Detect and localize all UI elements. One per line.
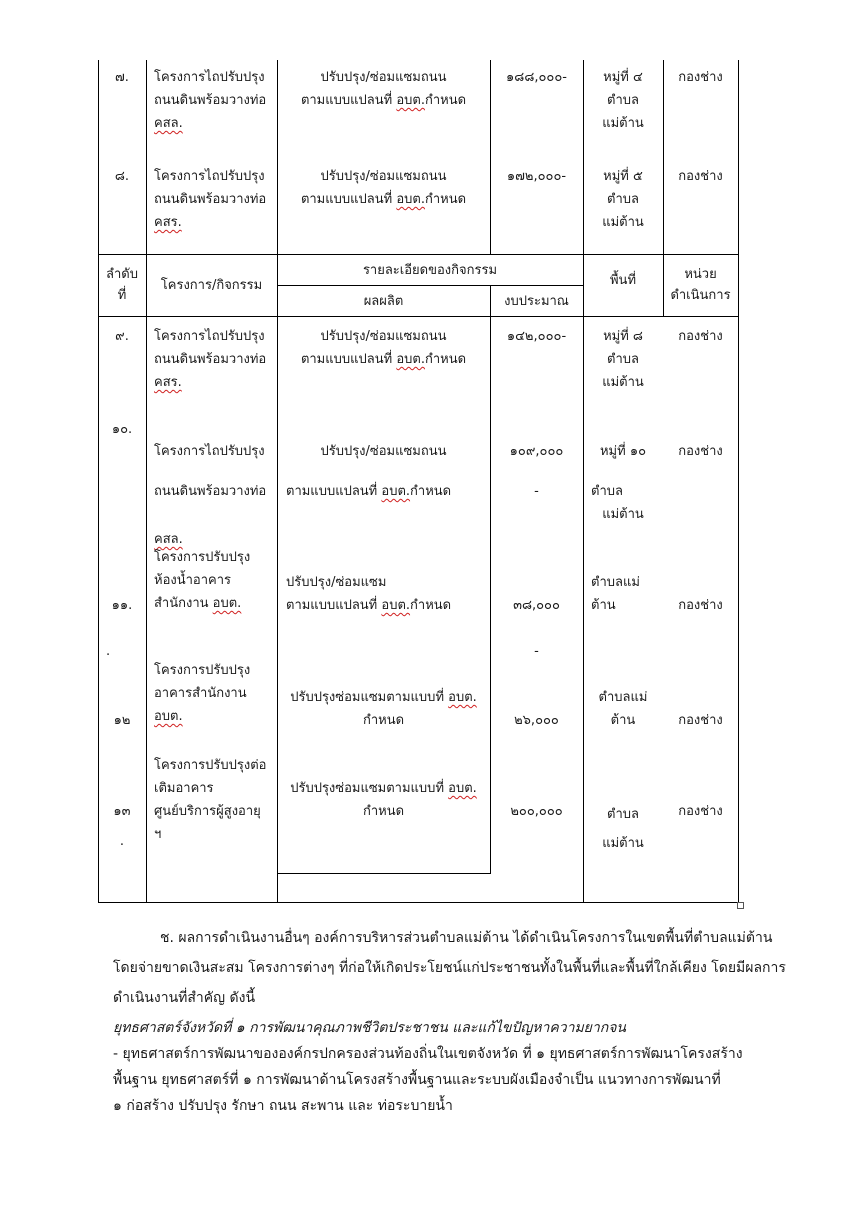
area-line-1: หมู่ที่ ๑๐: [599, 444, 647, 459]
strategy-line-2: พื้นฐาน ยุทธศาสตร์ที่ ๑ การพัฒนาด้านโครงสร้างพื้นฐานและระบบผังเมืองจำเป็น แนวทางการพัฒนาที่: [113, 1072, 721, 1088]
col-sep-project: [146, 60, 147, 903]
area-text: หมู่ที่ ๕ ตำบล แม่ต้าน: [602, 169, 644, 230]
table-bottom-line: [98, 902, 739, 903]
strategy-line-1: - ยุทธศาสตร์การพัฒนาขององค์กรปกครองส่วนท้องถิ่นในเขตจังหวัด ที่ ๑ ยุทธศาสตร์การพัฒนาโครงสร้าง: [113, 1046, 743, 1062]
unit-text: กองช่าง: [678, 804, 723, 819]
project-name: โครงการปรับปรุง ห้องน้ำอาคาร สำนักงาน อบต.: [154, 550, 251, 611]
project-name: โครงการปรับปรุง อาคารสำนักงาน อบต.: [154, 663, 251, 724]
table-resize-handle[interactable]: [737, 902, 744, 909]
budget-value: ๒๖,๐๐๐: [514, 713, 559, 728]
output-line-2: ตามแบบแปลนที่ อบต.กำหนด: [286, 484, 452, 499]
output-detail: ปรับปรุง/ซ่อมแซม ตามแบบแปลนที่ อบต.กำหนด: [286, 575, 452, 613]
budget-dash: -: [534, 644, 539, 659]
header-bottom-line: [98, 316, 739, 317]
para-line-2: โดยจ่ายขาดเงินสะสม โครงการต่างๆ ที่ก่อให้เกิดประโยชน์แก่ประชาชนทั้งในพื้นที่และพื้นที่ใกล้เคียง โดยมีผลการ: [113, 960, 786, 976]
area-text: ตำบลแม่ ต้าน: [591, 575, 640, 613]
unit-text: กองช่าง: [678, 70, 723, 85]
project-name: โครงการไถปรับปรุง ถนนดินพร้อมวางท่อ คสล.: [154, 70, 267, 131]
strategy-heading: ยุทธศาสตร์จังหวัดที่ ๑ การพัฒนาคุณภาพชีวิตประชาชน และแก้ไขปัญหาความยากจน: [113, 1020, 626, 1036]
header-unit: หน่วย ดำเนินการ: [670, 267, 731, 303]
header-top-line: [98, 254, 739, 255]
output-detail: ปรับปรุงซ่อมแซมตามแบบที่ อบต. กำหนด: [290, 781, 477, 819]
area-text: หมู่ที่ ๔ ตำบล แม่ต้าน: [602, 70, 644, 131]
strategy-line-3: ๑ ก่อสร้าง ปรับปรุง รักษา ถนน สะพาน และ ท่อระบายน้ำ: [113, 1098, 453, 1114]
project-name: โครงการปรับปรุงต่อ เติมอาคาร ศูนย์บริการผู้สูงอายุ ฯ: [154, 758, 267, 842]
row-number: ๗.: [115, 70, 129, 85]
header-budget: งบประมาณ: [504, 294, 569, 309]
unit-text: กองช่าง: [678, 169, 723, 184]
header-no: ลำดับ ที่: [106, 267, 138, 303]
output-line-1: ปรับปรุง/ซ่อมแซมถนน: [320, 444, 447, 459]
budget-value: ๑๘๘,๐๐๐-: [506, 70, 567, 85]
col-sep-budget-upper: [490, 60, 491, 254]
row-number: ๘.: [114, 169, 130, 184]
header-area: พื้นที่: [609, 273, 637, 288]
budget-value: ๒๐๐,๐๐๐: [510, 804, 563, 819]
budget-dash: -: [534, 484, 539, 499]
para-line-3: ดำเนินงานที่สำคัญ ดังนี้: [113, 990, 256, 1006]
unit-text: กองช่าง: [678, 713, 723, 728]
project-line-3: คสล.: [154, 532, 183, 547]
output-detail: ปรับปรุงซ่อมแซมตามแบบที่ อบต. กำหนด: [290, 690, 477, 728]
budget-value: ๑๔๒,๐๐๐-: [506, 329, 567, 344]
unit-text: กองช่าง: [678, 444, 723, 459]
unit-text: กองช่าง: [678, 598, 723, 613]
row-number: ๑๓: [113, 804, 131, 819]
budget-value: ๑๗๒,๐๐๐-: [506, 169, 567, 184]
project-line-1: โครงการไถปรับปรุง: [154, 444, 265, 459]
header-output: ผลผลิต: [363, 294, 404, 309]
area-line-2: ตำบล: [591, 484, 623, 499]
row-number-dot: .: [106, 644, 111, 659]
area-line-3: แม่ต้าน: [602, 507, 644, 522]
row-number: ๙.: [115, 329, 129, 344]
unit-text: กองช่าง: [678, 329, 723, 344]
table-border-right: [738, 60, 739, 903]
output-box-top: [277, 873, 491, 874]
row-number: ๑๑.: [111, 598, 133, 613]
header-detail: รายละเอียดของกิจกรรม: [362, 263, 498, 278]
output-detail: ปรับปรุง/ซ่อมแซมถนน ตามแบบแปลนที่ อบต.กำหนด: [300, 329, 467, 367]
header-mid-line: [277, 285, 584, 286]
budget-value: ๓๘,๐๐๐: [513, 598, 560, 613]
output-detail: ปรับปรุง/ซ่อมแซมถนน ตามแบบแปลนที่ อบต.กำหนด: [300, 70, 467, 108]
budget-value: ๑๐๙,๐๐๐: [509, 444, 564, 459]
header-project: โครงการ/กิจกรรม: [160, 278, 263, 293]
row-number: ๑๐.: [111, 422, 133, 437]
col-sep-budget-lower: [490, 285, 491, 873]
output-detail: ปรับปรุง/ซ่อมแซมถนน ตามแบบแปลนที่ อบต.กำหนด: [300, 169, 467, 207]
project-name: โครงการไถปรับปรุง ถนนดินพร้อมวางท่อ คสร.: [154, 329, 267, 390]
row-number: ๑๒: [113, 713, 131, 728]
project-line-2: ถนนดินพร้อมวางท่อ: [154, 484, 267, 499]
row-number-dot: .: [119, 834, 125, 849]
project-name: โครงการไถปรับปรุง ถนนดินพร้อมวางท่อ คสร.: [154, 169, 267, 230]
area-text: ตำบลแม่ ต้าน: [598, 690, 648, 728]
para-line-1: ช. ผลการดำเนินงานอื่นๆ องค์การบริหารส่วนตำบลแม่ต้าน ได้ดำเนินโครงการในเขตพื้นที่ตำบลแม่ต้าน: [160, 930, 773, 946]
area-text: ตำบล แม่ต้าน: [602, 807, 644, 851]
area-text: หมู่ที่ ๘ ตำบล แม่ต้าน: [602, 329, 644, 390]
